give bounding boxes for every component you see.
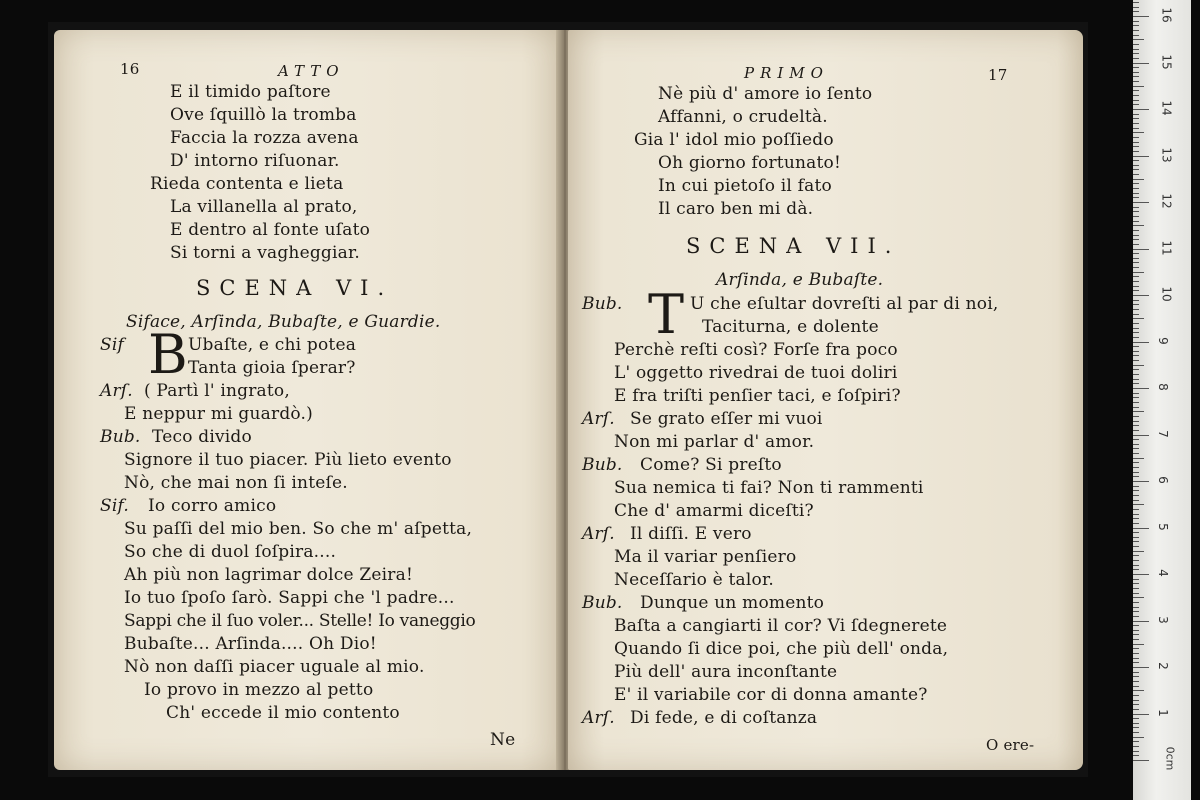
ruler-tick: [1133, 411, 1144, 412]
dialogue-line: Nò non daſſi piacer uguale al mio.: [124, 657, 425, 677]
ruler-tick: [1133, 286, 1139, 287]
ruler-tick: [1133, 109, 1149, 110]
ruler-tick: [1133, 500, 1139, 501]
ruler-tick: [1133, 360, 1139, 361]
dialogue-line: L' oggetto rivedrai de tuoi doliri: [614, 363, 898, 383]
ruler-tick: [1133, 690, 1144, 691]
running-head: PRIMO: [744, 64, 829, 82]
ruler-tick: [1133, 541, 1139, 542]
ruler-tick: [1133, 188, 1139, 189]
ruler-label: 13: [1159, 146, 1174, 163]
dialogue-line: Io provo in mezzo al petto: [144, 680, 374, 700]
page-number: 17: [988, 66, 1008, 84]
ruler-tick: [1133, 128, 1139, 129]
verse-line: Il caro ben mi dà.: [658, 199, 814, 219]
ruler-tick: [1133, 86, 1144, 87]
ruler-tick: [1133, 574, 1149, 575]
ruler-tick: [1133, 532, 1139, 533]
ruler-tick: [1133, 225, 1144, 226]
ruler-tick: [1133, 416, 1139, 417]
ruler-label: 15: [1159, 53, 1174, 70]
ruler-tick: [1133, 528, 1149, 529]
dialogue-line: Neceſſario è talor.: [614, 570, 775, 590]
ruler-tick: [1133, 504, 1144, 505]
ruler-tick: [1133, 746, 1139, 747]
ruler-tick: [1133, 318, 1144, 319]
ruler-tick: [1133, 686, 1139, 687]
ruler-tick: [1133, 397, 1139, 398]
ruler-tick: [1133, 597, 1144, 598]
ruler-tick: [1133, 58, 1139, 59]
ruler-tick: [1133, 369, 1139, 370]
ruler-tick: [1133, 565, 1139, 566]
ruler-tick: [1133, 727, 1139, 728]
ruler-tick: [1133, 160, 1139, 161]
dialogue-line: Ma il variar penſiero: [614, 547, 797, 567]
ruler-tick: [1133, 44, 1139, 45]
ruler-unit-label: 0cm: [1163, 746, 1177, 771]
character-list: Siface, Arſinda, Bubaſte, e Guardie.: [126, 312, 441, 332]
ruler-tick: [1133, 393, 1139, 394]
dialogue-line: Io tuo ſpoſo ſarò. Sappi che 'l padre...: [124, 588, 455, 608]
dialogue-line: Non mi parlar d' amor.: [614, 432, 815, 452]
ruler-tick: [1133, 276, 1139, 277]
ruler-tick: [1133, 169, 1139, 170]
drop-cap: B: [148, 323, 188, 386]
ruler-tick: [1133, 174, 1139, 175]
ruler-tick: [1133, 351, 1139, 352]
dialogue-line: Dunque un momento: [640, 593, 825, 613]
ruler-tick: [1133, 653, 1139, 654]
ruler-tick: [1133, 197, 1139, 198]
ruler-label: 11: [1159, 239, 1174, 256]
ruler-tick: [1133, 342, 1149, 343]
ruler-tick: [1133, 49, 1139, 50]
speaker: Arſ.: [100, 381, 133, 401]
ruler-tick: [1133, 179, 1144, 180]
ruler-tick: [1133, 104, 1139, 105]
ruler-tick: [1133, 407, 1139, 408]
ruler-tick: [1133, 714, 1149, 715]
ruler-tick: [1133, 495, 1139, 496]
ruler-tick: [1133, 700, 1139, 701]
dialogue-line: ( Partì l' ingrato,: [144, 381, 290, 401]
ruler-tick: [1133, 76, 1139, 77]
ruler-tick: [1133, 444, 1139, 445]
ruler-tick: [1133, 309, 1139, 310]
dialogue-line: Teco divido: [152, 427, 252, 447]
ruler-tick: [1133, 67, 1139, 68]
ruler-tick: [1133, 123, 1139, 124]
ruler-tick: [1133, 337, 1139, 338]
ruler-tick: [1133, 151, 1139, 152]
ruler-tick: [1133, 630, 1139, 631]
ruler-tick: [1133, 648, 1139, 649]
verse-line: Ove ſquillò la tromba: [170, 105, 357, 125]
ruler-tick: [1133, 90, 1139, 91]
dialogue-line: Ch' eccede il mio contento: [166, 703, 400, 723]
right-page: [568, 30, 1083, 770]
ruler-label: 5: [1155, 522, 1170, 531]
dialogue-line: Che d' amarmi diceſti?: [614, 501, 814, 521]
ruler-tick: [1133, 518, 1139, 519]
dialogue-line: Il diſſi. E vero: [630, 524, 752, 544]
dialogue-line: Sappi che il ſuo voler... Stelle! Io vaneggio: [124, 611, 476, 631]
ruler-tick: [1133, 7, 1139, 8]
ruler-label: 7: [1155, 429, 1170, 438]
catchword: O ere-: [986, 736, 1035, 754]
ruler-tick: [1133, 723, 1139, 724]
speaker: Sif.: [100, 496, 129, 516]
ruler-tick: [1133, 546, 1139, 547]
ruler-tick: [1133, 695, 1139, 696]
dialogue-line: Se grato eſſer mi vuoi: [630, 409, 823, 429]
verse-line: D' intorno riſuonar.: [170, 151, 340, 171]
ruler-tick: [1133, 467, 1139, 468]
dialogue-line: Ah più non lagrimar dolce Zeira!: [124, 565, 413, 585]
speaker: Arſ.: [582, 708, 615, 728]
ruler-tick: [1133, 355, 1139, 356]
ruler-tick: [1133, 514, 1139, 515]
measurement-ruler: [1133, 0, 1191, 800]
dialogue-line: Ubaſte, e chi potea: [188, 335, 357, 355]
ruler-tick: [1133, 156, 1149, 157]
ruler-tick: [1133, 165, 1139, 166]
ruler-tick: [1133, 132, 1144, 133]
ruler-tick: [1133, 625, 1139, 626]
ruler-tick: [1133, 560, 1139, 561]
ruler-tick: [1133, 611, 1139, 612]
ruler-tick: [1133, 239, 1139, 240]
ruler-tick: [1133, 216, 1139, 217]
ruler-tick: [1133, 272, 1144, 273]
ruler-tick: [1133, 314, 1139, 315]
ruler-tick: [1133, 537, 1139, 538]
verse-line: Si torni a vagheggiar.: [170, 243, 361, 263]
ruler-tick: [1133, 365, 1144, 366]
speaker: Arſ.: [582, 409, 615, 429]
ruler-tick: [1133, 583, 1139, 584]
speaker: Bub.: [100, 427, 141, 447]
ruler-tick: [1133, 439, 1139, 440]
ruler-tick: [1133, 621, 1149, 622]
dialogue-line: Baſta a cangiarti il cor? Vi ſdegnerete: [614, 616, 948, 636]
verse-line: Rieda contenta e lieta: [150, 174, 344, 194]
dialogue-line: Più dell' aura inconſtante: [614, 662, 838, 682]
ruler-tick: [1133, 616, 1139, 617]
ruler-tick: [1133, 718, 1139, 719]
drop-cap: T: [648, 283, 685, 346]
dialogue-line: E' il variabile cor di donna amante?: [614, 685, 928, 705]
ruler-label: 14: [1159, 100, 1174, 116]
ruler-tick: [1133, 81, 1139, 82]
ruler-tick: [1133, 672, 1139, 673]
ruler-tick: [1133, 193, 1139, 194]
ruler-tick: [1133, 681, 1139, 682]
ruler-tick: [1133, 644, 1144, 645]
ruler-tick: [1133, 35, 1139, 36]
ruler-label: 8: [1155, 383, 1170, 391]
ruler-tick: [1133, 100, 1139, 101]
verse-line: Faccia la rozza avena: [170, 128, 359, 148]
ruler-label: 3: [1155, 615, 1170, 624]
ruler-tick: [1133, 425, 1139, 426]
ruler-tick: [1133, 551, 1144, 552]
ruler-tick: [1133, 481, 1149, 482]
ruler-tick: [1133, 21, 1139, 22]
verse-line: Nè più d' amore io ſento: [658, 84, 873, 104]
ruler-tick: [1133, 95, 1139, 96]
verse-line: Gia l' idol mio poſſiedo: [634, 130, 834, 150]
dialogue-line: So che di duol ſoſpira....: [124, 542, 337, 562]
dialogue-line: Bubaſte... Arſinda.... Oh Dio!: [124, 634, 377, 654]
ruler-label: 12: [1159, 193, 1174, 209]
dialogue-line: Su paſſi del mio ben. So che m' aſpetta,: [124, 519, 473, 539]
ruler-tick: [1133, 741, 1139, 742]
ruler-tick: [1133, 588, 1139, 589]
speaker: Bub.: [582, 593, 623, 613]
ruler-tick: [1133, 146, 1139, 147]
ruler-tick: [1133, 402, 1139, 403]
ruler-tick: [1133, 760, 1149, 761]
dialogue-line: E fra triſti penſier taci, e ſoſpiri?: [614, 386, 901, 406]
ruler-tick: [1133, 249, 1149, 250]
ruler-label: 1: [1155, 708, 1170, 717]
ruler-tick: [1133, 569, 1139, 570]
dialogue-line: E neppur mi guardò.): [124, 404, 313, 424]
ruler-tick: [1133, 388, 1149, 389]
verse-line: E il timido paſtore: [170, 82, 331, 102]
ruler-tick: [1133, 751, 1139, 752]
ruler-tick: [1133, 704, 1139, 705]
ruler-tick: [1133, 290, 1139, 291]
dialogue-line: U che eſultar dovreſti al par di noi,: [690, 294, 999, 314]
ruler-tick: [1133, 304, 1139, 305]
page-number: 16: [120, 60, 140, 78]
ruler-tick: [1133, 486, 1139, 487]
ruler-tick: [1133, 607, 1139, 608]
ruler-tick: [1133, 421, 1139, 422]
ruler-tick: [1133, 579, 1139, 580]
ruler-tick: [1133, 300, 1139, 301]
catchword: Ne: [490, 730, 516, 750]
ruler-tick: [1133, 462, 1139, 463]
ruler-tick: [1133, 509, 1139, 510]
ruler-label: 16: [1159, 7, 1174, 23]
dialogue-line: Quando ſi dice poi, che più dell' onda,: [614, 639, 949, 659]
dialogue-line: Sua nemica ti fai? Non ti rammenti: [614, 478, 924, 498]
running-head: ATTO: [278, 62, 345, 80]
ruler-tick: [1133, 346, 1139, 347]
ruler-tick: [1133, 379, 1139, 380]
ruler-tick: [1133, 383, 1139, 384]
dialogue-line: Tanta gioia ſperar?: [188, 358, 356, 378]
ruler-tick: [1133, 732, 1139, 733]
ruler-tick: [1133, 430, 1139, 431]
ruler-tick: [1133, 476, 1139, 477]
ruler-tick: [1133, 490, 1139, 491]
left-page: [54, 30, 562, 770]
ruler-tick: [1133, 634, 1139, 635]
ruler-tick: [1133, 374, 1139, 375]
ruler-tick: [1133, 39, 1144, 40]
speaker: Bub.: [582, 294, 623, 314]
scene-heading: SCENA VI.: [196, 276, 394, 300]
ruler-tick: [1133, 453, 1139, 454]
ruler-tick: [1133, 114, 1139, 115]
ruler-tick: [1133, 72, 1139, 73]
verse-line: In cui pietoſo il fato: [658, 176, 832, 196]
ruler-tick: [1133, 137, 1139, 138]
ruler-tick: [1133, 658, 1139, 659]
speaker: Bub.: [582, 455, 623, 475]
ruler-label: 6: [1155, 476, 1170, 484]
ruler-tick: [1133, 235, 1139, 236]
ruler-tick: [1133, 448, 1139, 449]
ruler-tick: [1133, 207, 1139, 208]
verse-line: E dentro al fonte uſato: [170, 220, 371, 240]
dialogue-line: Taciturna, e dolente: [702, 317, 879, 337]
ruler-tick: [1133, 662, 1139, 663]
ruler-tick: [1133, 262, 1139, 263]
ruler-tick: [1133, 30, 1139, 31]
ruler-label: 10: [1159, 286, 1174, 302]
open-book: [48, 22, 1088, 777]
ruler-tick: [1133, 472, 1139, 473]
ruler-tick: [1133, 230, 1139, 231]
ruler-tick: [1133, 16, 1149, 17]
ruler-tick: [1133, 593, 1139, 594]
dialogue-line: Signore il tuo piacer. Più lieto evento: [124, 450, 452, 470]
dialogue-line: Nò, che mai non ſi inteſe.: [124, 473, 348, 493]
speaker: Sif: [100, 335, 124, 355]
ruler-tick: [1133, 63, 1149, 64]
ruler-tick: [1133, 667, 1149, 668]
ruler-tick: [1133, 602, 1139, 603]
ruler-tick: [1133, 323, 1139, 324]
ruler-label: 4: [1155, 569, 1170, 577]
ruler-tick: [1133, 253, 1139, 254]
ruler-tick: [1133, 639, 1139, 640]
ruler-tick: [1133, 523, 1139, 524]
ruler-tick: [1133, 267, 1139, 268]
ruler-tick: [1133, 332, 1139, 333]
dialogue-line: Perchè reſti così? Forſe fra poco: [614, 340, 898, 360]
ruler-tick: [1133, 709, 1139, 710]
ruler-tick: [1133, 118, 1139, 119]
ruler-tick: [1133, 2, 1139, 3]
ruler-label: 2: [1155, 662, 1170, 670]
ruler-tick: [1133, 258, 1139, 259]
ruler-tick: [1133, 435, 1149, 436]
ruler-tick: [1133, 281, 1139, 282]
ruler-label: 9: [1155, 336, 1170, 345]
speaker: Arſ.: [582, 524, 615, 544]
character-list: Arſinda, e Bubaſte.: [716, 270, 884, 290]
verse-line: La villanella al prato,: [170, 197, 358, 217]
ruler-tick: [1133, 183, 1139, 184]
ruler-tick: [1133, 202, 1149, 203]
verse-line: Oh giorno fortunato!: [658, 153, 841, 173]
ruler-tick: [1133, 755, 1139, 756]
ruler-tick: [1133, 211, 1139, 212]
ruler-tick: [1133, 458, 1144, 459]
ruler-tick: [1133, 25, 1139, 26]
ruler-tick: [1133, 737, 1144, 738]
dialogue-line: Di fede, e di coſtanza: [630, 708, 818, 728]
ruler-tick: [1133, 328, 1139, 329]
ruler-tick: [1133, 53, 1139, 54]
dialogue-line: Come? Si preſto: [640, 455, 782, 475]
dialogue-line: Io corro amico: [148, 496, 277, 516]
ruler-tick: [1133, 221, 1139, 222]
ruler-tick: [1133, 295, 1149, 296]
ruler-tick: [1133, 244, 1139, 245]
scene-heading: SCENA VII.: [686, 234, 901, 258]
ruler-tick: [1133, 555, 1139, 556]
ruler-tick: [1133, 11, 1139, 12]
ruler-tick: [1133, 142, 1139, 143]
ruler-tick: [1133, 676, 1139, 677]
verse-line: Affanni, o crudeltà.: [658, 107, 828, 127]
